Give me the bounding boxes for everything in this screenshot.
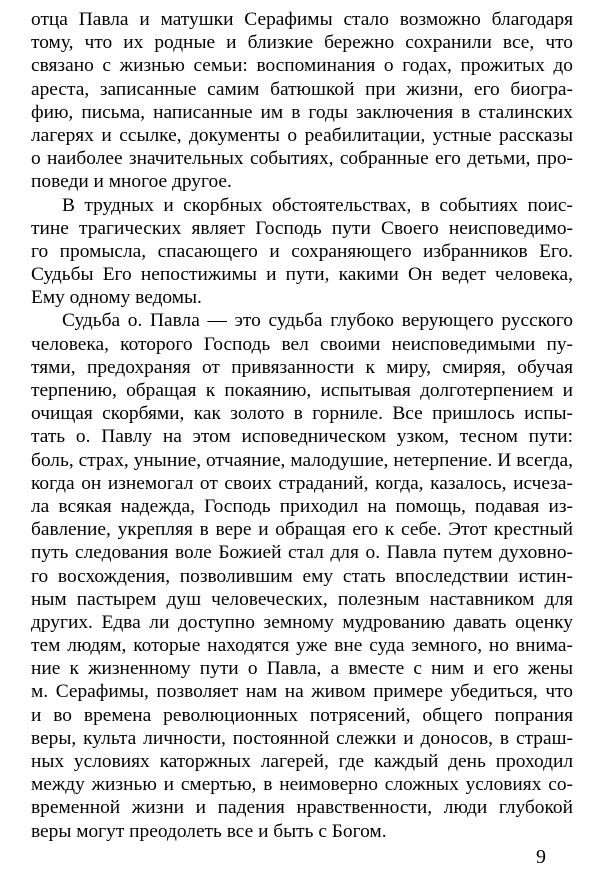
text-line: когда он изнемогал от своих страданий, когда, казалось, исчеза- <box>31 472 573 494</box>
text-line: тать о. Павлу на этом исповедническом узком, тесном пути: <box>31 426 573 448</box>
text-line: о наиболее значительных событиях, собранные его детьми, про- <box>31 148 573 170</box>
text-line: фию, письма, написанные им в годы заключения в сталинских <box>31 101 573 123</box>
text-line: ным пастырем душ человеческих, полезным наставником для <box>31 588 573 610</box>
text-line: тями, предохраняя от привязанности к миру, смиряя, обучая <box>31 356 573 378</box>
text-line: ареста, записанные самим батюшкой при жизни, его биогра- <box>31 78 573 100</box>
text-line: тем людям, которые находятся уже вне суда земного, но внима- <box>31 635 573 657</box>
text-line: м. Серафимы, позволяет нам на живом примере убедиться, что <box>31 681 573 703</box>
paragraph <box>31 309 573 842</box>
text-line: тому, что их родные и близкие бережно сохранили все, что <box>31 32 573 54</box>
text-line: ние к жизненному пути о Павла, а вместе с ним и его жены <box>31 658 573 680</box>
text-line: ла всякая надежда, Господь приходил на помощь, подавая из- <box>31 495 573 517</box>
text-line: го восхождения, позволившим ему стать впоследствии истин- <box>31 565 573 587</box>
text-line: между жизнью и смертью, в неимоверно сложных условиях со- <box>31 774 573 796</box>
text-line: терпению, обращая к покаянию, испытывая долготерпением и <box>31 380 573 401</box>
page-number: 9 <box>536 846 546 868</box>
text-line: лагерях и ссылке, документы о реабилитации, устные рассказы <box>31 124 573 146</box>
text-line: ных условиях каторжных лагерей, где каждый день проходил <box>31 751 573 772</box>
text-line: тине трагических являет Господь пути Своего неисповедимо- <box>31 217 573 239</box>
text-line: человека, которого Господь вел своими неисповедимыми пу- <box>31 333 573 355</box>
text-line: очищая скорбями, как золото в горниле. Все пришлось испы- <box>31 403 573 425</box>
text-line: Судьба о. Павла — это судьба глубоко верующего русского <box>62 310 573 332</box>
text-line: Ему одному ведомы. <box>31 287 202 309</box>
text-line: связано с жизнью семьи: воспоминания о годах, прожитых до <box>31 55 573 77</box>
text-line: и во времена революционных потрясений, общего попрания <box>31 704 573 726</box>
paragraph <box>31 194 573 310</box>
text-line: бавление, укрепляя в вере и обращая его к себе. Этот крестный <box>31 519 573 541</box>
page-text <box>31 8 573 843</box>
text-line: веры могут преодолеть все и быть с Богом. <box>31 820 387 842</box>
text-line: путь следования воле Божией стал для о. Павла путем духовно- <box>31 542 573 564</box>
text-line: поведи и многое другое. <box>31 171 232 193</box>
text-line: го промысла, спасающего и сохраняющего избранников Его. <box>31 240 573 262</box>
text-line: Судьбы Его непостижимы и пути, какими Он ведет человека, <box>31 264 573 286</box>
text-line: временной жизни и падения нравственности, люди глубокой <box>31 797 573 819</box>
text-line: отца Павла и матушки Серафимы стало возможно благодаря <box>31 9 573 30</box>
paragraph <box>31 8 573 194</box>
text-line: В трудных и скорбных обстоятельствах, в событиях поис- <box>62 194 573 216</box>
text-line: боль, страх, уныние, отчаяние, малодушие, нетерпение. И всегда, <box>31 449 573 471</box>
text-line: веры, культа личности, постоянной слежки и доносов, в страш- <box>31 727 573 749</box>
text-line: других. Едва ли доступно земному мудрованию давать оценку <box>31 611 573 633</box>
